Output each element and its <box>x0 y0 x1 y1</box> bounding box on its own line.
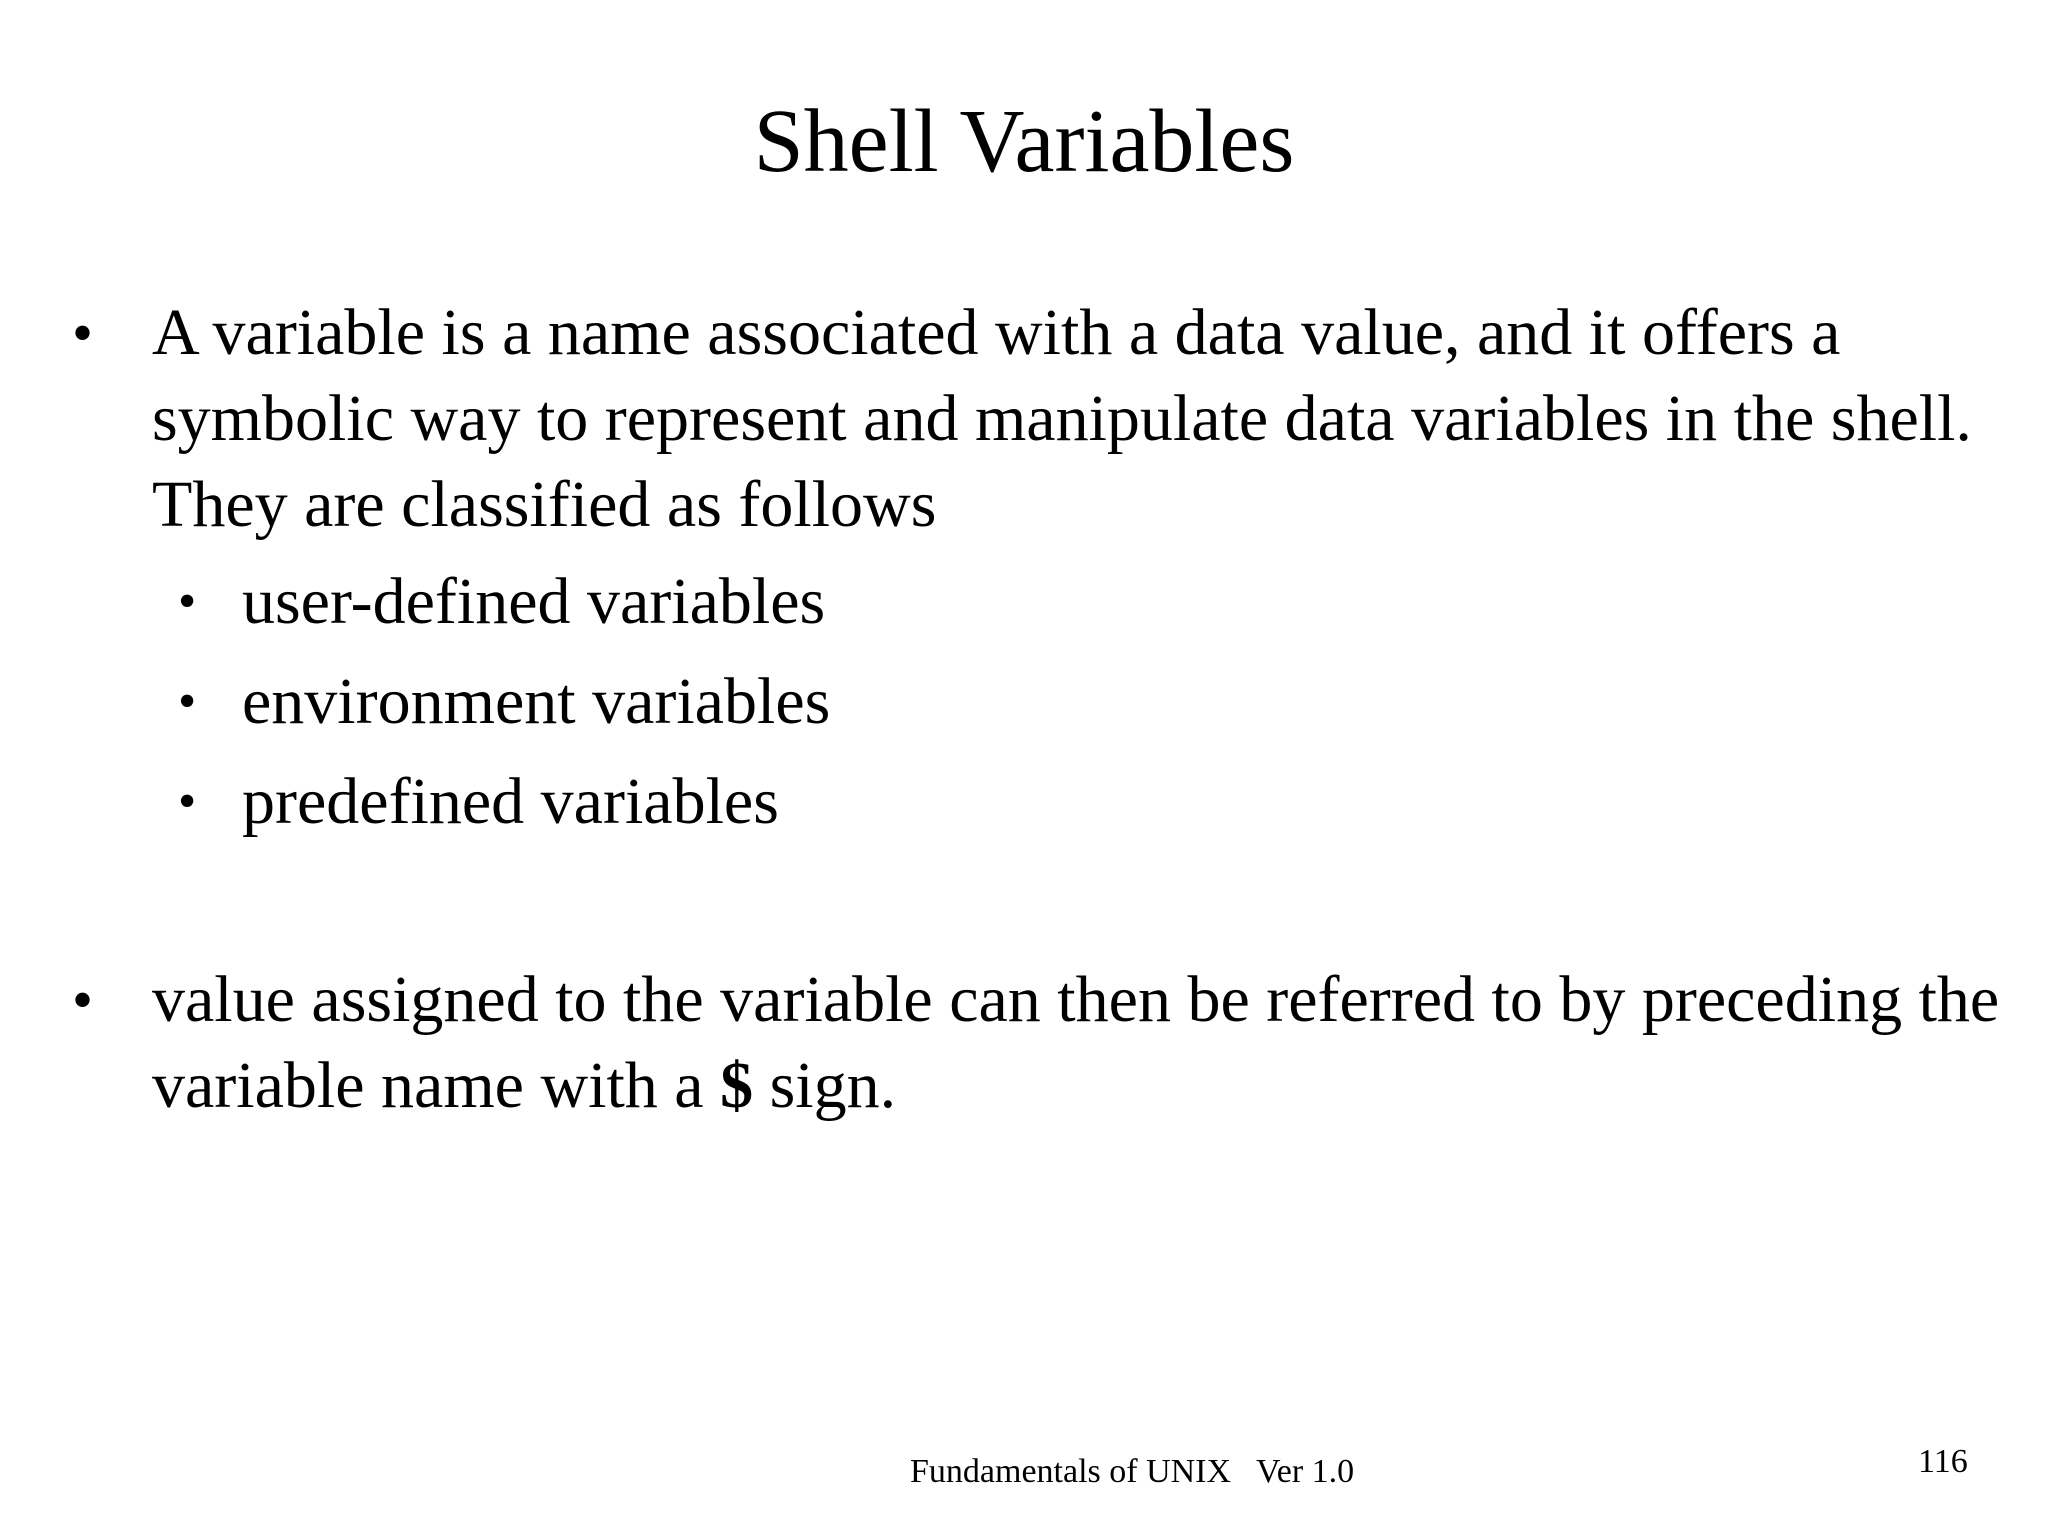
sub-bullet-text: environment variables <box>242 665 831 738</box>
footer-text: Fundamentals of UNIX Ver 1.0 <box>910 1453 1355 1490</box>
page-number: 116 <box>1918 1443 1968 1480</box>
dollar-sign-text: $ <box>720 1049 754 1122</box>
sub-bullet-text: user-defined variables <box>242 565 826 638</box>
bullet-text-part: value assigned to the variable can then be referred to by preceding the variable name with a <box>152 963 2000 1122</box>
bullet-icon: • <box>178 773 197 830</box>
bullet-icon: • <box>178 573 197 630</box>
slide-title: Shell Variables <box>753 92 1295 191</box>
bullet-text: A variable is a name associated with a data value, and it offers a symbolic way to represent and manipulate data variables in the shell. They are classified as follows <box>152 296 1972 541</box>
sub-bullet-text: predefined variables <box>242 765 779 838</box>
bullet-icon: • <box>72 967 94 1033</box>
bullet-icon: • <box>72 300 94 366</box>
bullet-text <box>152 957 2008 1129</box>
bullet-icon: • <box>178 673 197 730</box>
bullet-text-part: sign. <box>753 1049 897 1122</box>
